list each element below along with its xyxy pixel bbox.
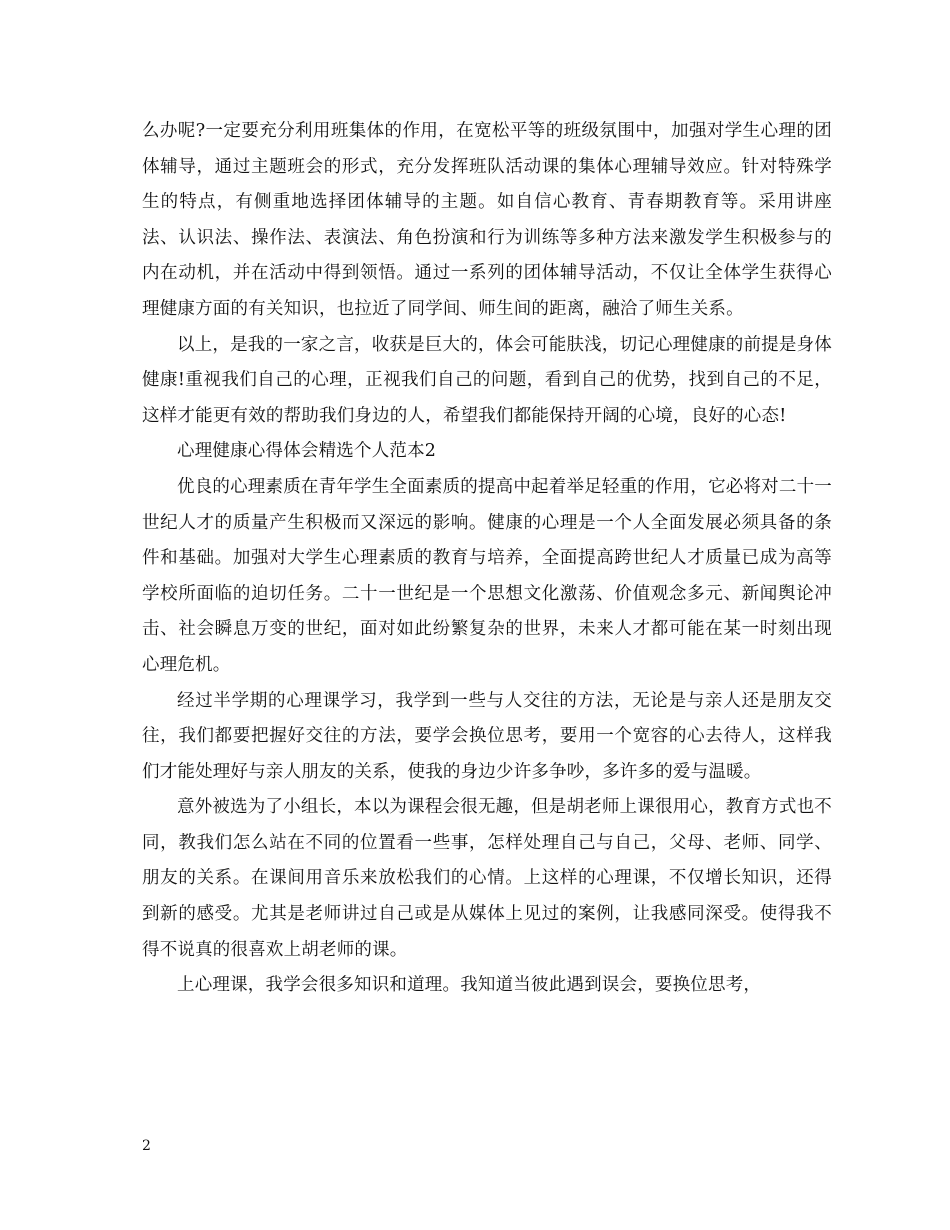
paragraph-conclusion: 以上，是我的一家之言，收获是巨大的，体会可能肤浅，切记心理健康的前提是身体健康!重视我们自己的心理，正视我们自己的问题，看到自己的优势，找到自己的不足，这样才能更有效的帮助我们身边的人，希望我们都能保持开阔的心境，良好的心态!	[142, 334, 832, 426]
paragraph-continuation: 么办呢?一定要充分利用班集体的作用，在宽松平等的班级氛围中，加强对学生心理的团体辅导，通过主题班会的形式，充分发挥班队活动课的集体心理辅导效应。针对特殊学生的特点，有侧重地选择团体辅导的主题。如自信心教育、青春期教育等。采用讲座法、认识法、操作法、表演法、角色扮演和行为训练等多种方法来激发学生积极参与的内在动机，并在活动中得到领悟。通过一系列的团体辅导活动，不仅让全体学生获得心理健康方面的有关知识，也拉近了同学间、师生间的距离，融洽了师生关系。	[142, 121, 832, 319]
section-heading: 心理健康心得体会精选个人范本2	[177, 441, 437, 462]
paragraph-psychological-quality: 优良的心理素质在青年学生全面素质的提高中起着举足轻重的作用，它必将对二十一世纪人才的质量产生积极而又深远的影响。健康的心理是一个人全面发展必须具备的条件和基础。加强对大学生心理素质的教育与培养，全面提高跨世纪人才质量已成为高等学校所面临的迫切任务。二十一世纪是一个思想文化激荡、价值观念多元、新闻舆论冲击、社会瞬息万变的世纪，面对如此纷繁复杂的世界，未来人才都可能在某一时刻出现心理危机。	[142, 476, 832, 675]
document-body	[142, 114, 832, 1004]
paragraph-knowledge: 上心理课，我学会很多知识和道理。我知道当彼此遇到误会，要换位思考，	[177, 975, 762, 996]
paragraph-communication: 经过半学期的心理课学习，我学到一些与人交往的方法，无论是与亲人还是朋友交往，我们都要把握好交往的方法，要学会换位思考，要用一个宽容的心去待人，这样我们才能处理好与亲人朋友的关系，使我的身边少许多争吵，多许多的爱与温暖。	[142, 690, 832, 782]
page-number: 2	[142, 1138, 151, 1154]
paragraph-group-leader: 意外被选为了小组长，本以为课程会很无趣，但是胡老师上课很用心，教育方式也不同，教我们怎么站在不同的位置看一些事，怎样处理自己与自己，父母、老师、同学、朋友的关系。在课间用音乐来放松我们的心情。上这样的心理课，不仅增长知识，还得到新的感受。尤其是老师讲过自己或是从媒体上见过的案例，让我感同深受。使得我不得不说真的很喜欢上胡老师的课。	[142, 797, 832, 960]
